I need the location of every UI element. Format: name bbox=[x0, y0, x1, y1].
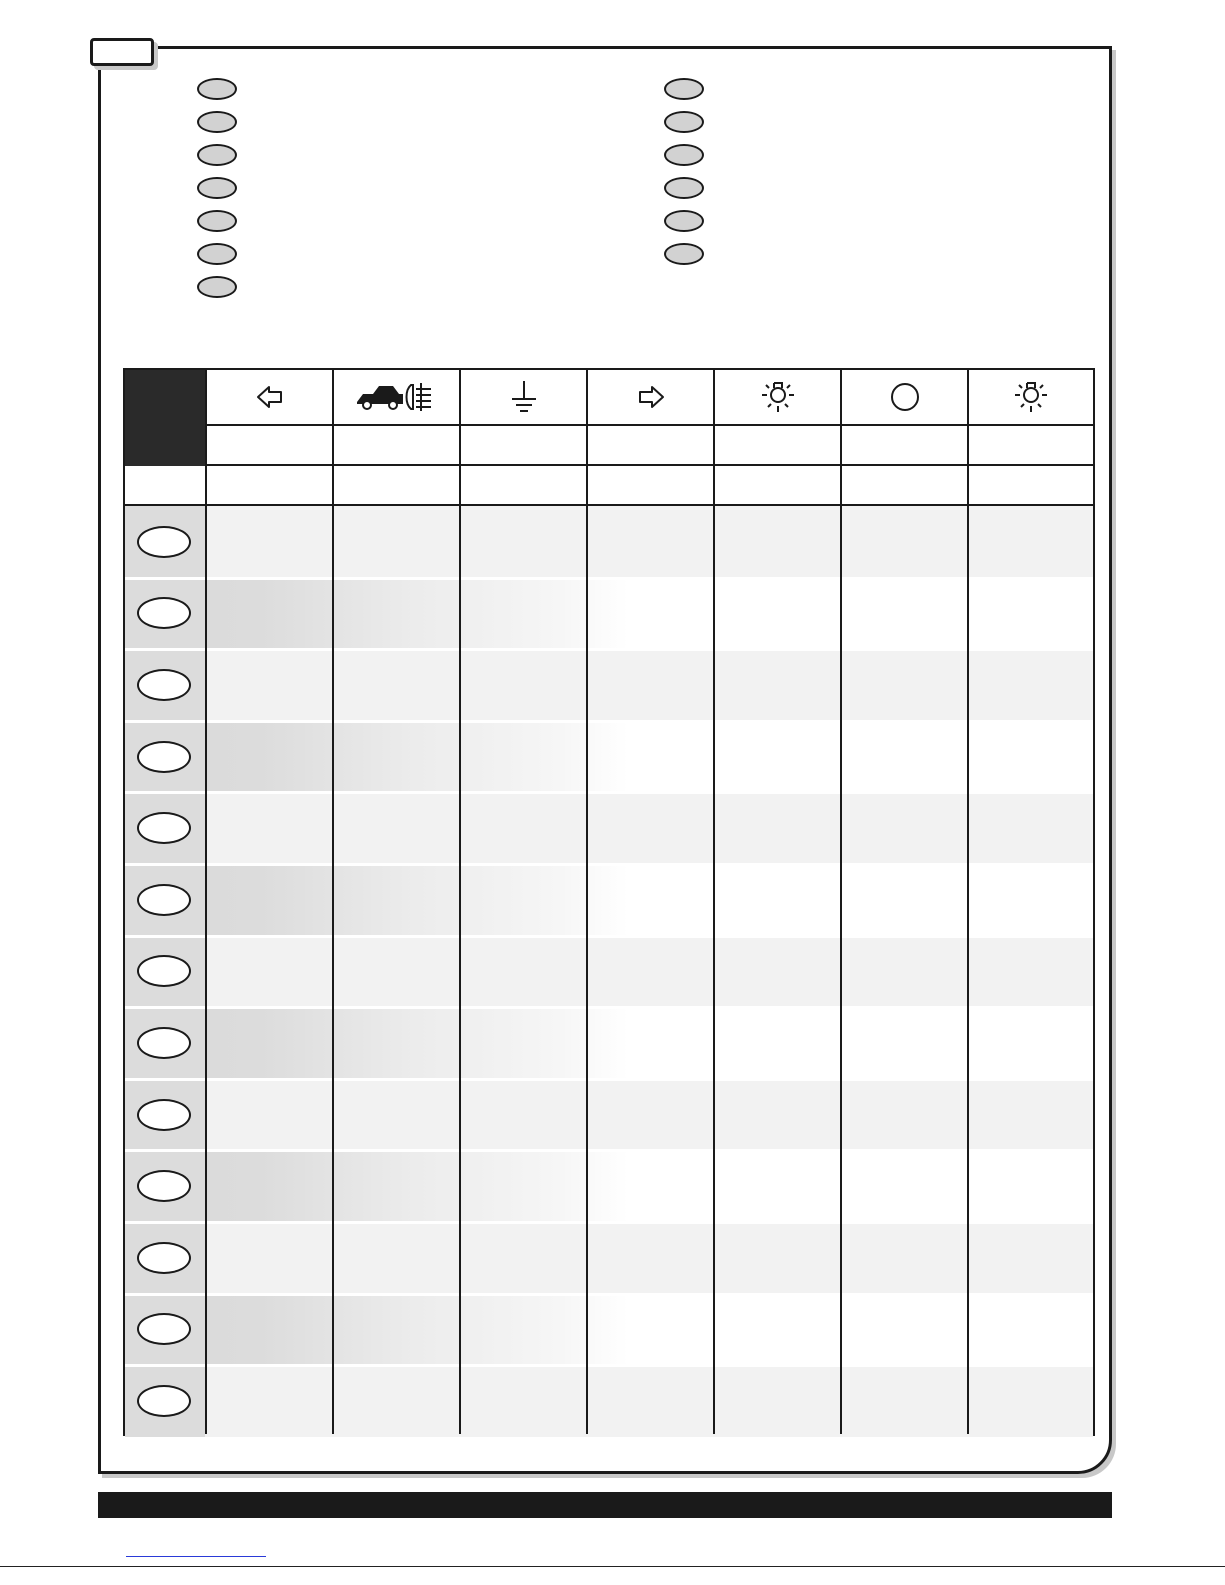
row-separator bbox=[125, 863, 1093, 866]
header-divider bbox=[207, 464, 1093, 466]
column-divider bbox=[586, 370, 588, 1434]
row-number-oval bbox=[137, 1385, 191, 1417]
circle-icon bbox=[887, 379, 923, 415]
table-row bbox=[125, 936, 1093, 1008]
row-separator bbox=[125, 577, 1093, 580]
row-separator bbox=[125, 1221, 1093, 1224]
legend-oval-left bbox=[197, 144, 237, 166]
legend-oval-left bbox=[197, 78, 237, 100]
table-row bbox=[125, 1222, 1093, 1294]
column-divider bbox=[332, 370, 334, 1434]
header-left-turn bbox=[207, 370, 333, 424]
header-circle bbox=[842, 370, 968, 424]
footer-link[interactable] bbox=[126, 1556, 266, 1557]
row-separator bbox=[125, 720, 1093, 723]
row-number-oval bbox=[137, 884, 191, 916]
table-row bbox=[125, 792, 1093, 864]
car-fog-light-icon bbox=[355, 380, 439, 414]
legend-oval-right bbox=[664, 144, 704, 166]
page-tab bbox=[90, 38, 154, 66]
bulb-icon bbox=[1011, 379, 1051, 415]
row-separator bbox=[125, 1293, 1093, 1296]
bulb-icon bbox=[758, 379, 798, 415]
table-row bbox=[125, 1079, 1093, 1151]
row-separator bbox=[125, 648, 1093, 651]
row-number-oval bbox=[137, 1099, 191, 1131]
footer-bar bbox=[98, 1492, 1112, 1518]
column-divider bbox=[459, 370, 461, 1434]
header-bulb-1 bbox=[715, 370, 841, 424]
table-row bbox=[125, 1150, 1093, 1222]
legend-oval-left bbox=[197, 210, 237, 232]
legend-oval-right bbox=[664, 78, 704, 100]
header-right-turn bbox=[588, 370, 714, 424]
header-ground bbox=[461, 370, 587, 424]
table-row bbox=[125, 1294, 1093, 1366]
table-corner bbox=[125, 370, 207, 466]
legend-oval-left bbox=[197, 111, 237, 133]
table-row bbox=[125, 1365, 1093, 1437]
row-separator bbox=[125, 1006, 1093, 1009]
row-number-oval bbox=[137, 812, 191, 844]
legend-oval-right bbox=[664, 210, 704, 232]
row-number-oval bbox=[137, 741, 191, 773]
table-row bbox=[125, 578, 1093, 650]
table-row bbox=[125, 1007, 1093, 1079]
connection-table bbox=[123, 368, 1095, 1436]
legend-oval-left bbox=[197, 177, 237, 199]
right-turn-arrow-icon bbox=[636, 384, 666, 410]
row-number-oval bbox=[137, 1170, 191, 1202]
column-divider bbox=[967, 370, 969, 1434]
legend-oval-left bbox=[197, 243, 237, 265]
row-number-oval bbox=[137, 669, 191, 701]
header-car-fog-light bbox=[334, 370, 460, 424]
row-separator bbox=[125, 1149, 1093, 1152]
left-turn-arrow-icon bbox=[255, 384, 285, 410]
header-divider bbox=[125, 504, 1093, 506]
header-divider bbox=[207, 424, 1093, 426]
row-number-oval bbox=[137, 1242, 191, 1274]
row-separator bbox=[125, 1364, 1093, 1367]
table-row bbox=[125, 864, 1093, 936]
row-separator bbox=[125, 1078, 1093, 1081]
ground-icon bbox=[504, 379, 544, 415]
legend-oval-right bbox=[664, 243, 704, 265]
legend-oval-left bbox=[197, 276, 237, 298]
row-number-oval bbox=[137, 526, 191, 558]
row-number-oval bbox=[137, 1027, 191, 1059]
column-divider bbox=[713, 370, 715, 1434]
table-row bbox=[125, 649, 1093, 721]
bottom-rule bbox=[0, 1566, 1225, 1567]
row-separator bbox=[125, 935, 1093, 938]
column-divider bbox=[205, 370, 207, 1434]
row-separator bbox=[125, 791, 1093, 794]
legend-oval-right bbox=[664, 177, 704, 199]
legend-oval-right bbox=[664, 111, 704, 133]
table-row bbox=[125, 721, 1093, 793]
column-divider bbox=[840, 370, 842, 1434]
table-row bbox=[125, 506, 1093, 578]
header-bulb-2 bbox=[969, 370, 1093, 424]
